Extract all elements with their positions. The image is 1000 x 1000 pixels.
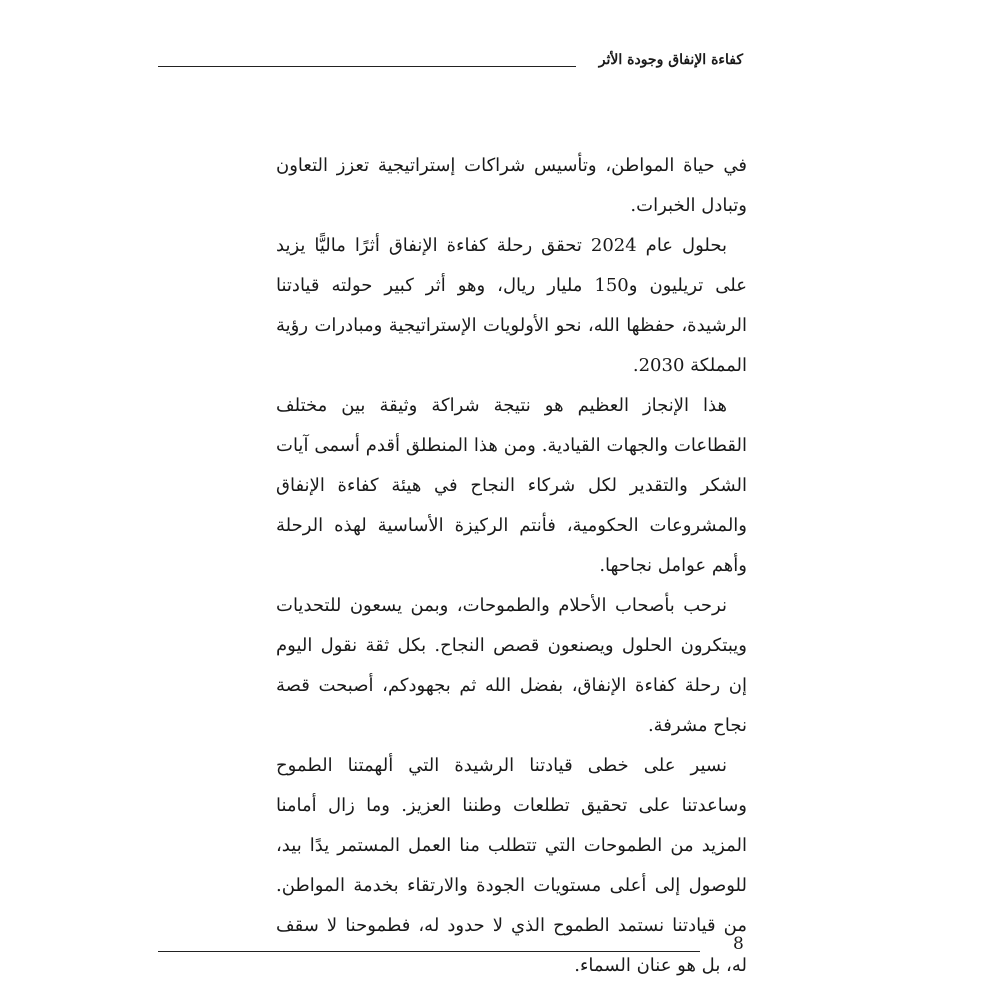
footer-rule [158,951,700,952]
running-header [158,48,743,72]
body-text [276,146,747,986]
paragraph: نرحب بأصحاب الأحلام والطموحات، وبمن يسعون للتحديات ويبتكرون الحلول ويصنعون قصص النجاح. بكل ثقة نقول اليوم إن رحلة كفاءة الإنفاق، بفضل الله ثم بجهودكم، أصبحت قصة نجاح مشرفة. [276,595,747,736]
paragraph: نسير على خطى قيادتنا الرشيدة التي ألهمتنا الطموح وساعدتنا على تحقيق تطلعات وطننا العزيز. وما زال أمامنا المزيد من الطموحات التي تتطلب منا العمل المستمر يدًا بيد، للوصول إلى أعلى مستويات الجودة والارتقاء بخدمة المواطن. من قيادتنا نستمد الطموح الذي لا حدود له، فطموحنا لا سقف له، بل هو عنان السماء. [276,755,747,976]
header-title: كفاءة الإنفاق وجودة الأثر [598,52,743,68]
paragraph: هذا الإنجاز العظيم هو نتيجة شراكة وثيقة بين مختلف القطاعات والجهات القيادية. ومن هذا المنطلق أقدم أسمى آيات الشكر والتقدير لكل شركاء النجاح في هيئة كفاءة الإنفاق والمشروعات الحكومية، فأنتم الركيزة الأساسية لهذه الرحلة وأهم عوامل نجاحها. [276,395,747,576]
paragraph: بحلول عام 2024 تحقق رحلة كفاءة الإنفاق أثرًا ماليًّا يزيد على تريليون و150 مليار ريال، وهو أثر كبير حولته قيادتنا الرشيدة، حفظها الله، نحو الأولويات الإستراتيجية ومبادرات رؤية المملكة 2030. [276,235,747,376]
header-rule [158,66,576,67]
page-number: 8 [733,934,744,954]
paragraph: في حياة المواطن، وتأسيس شراكات إستراتيجية تعزز التعاون وتبادل الخبرات. [276,155,747,216]
